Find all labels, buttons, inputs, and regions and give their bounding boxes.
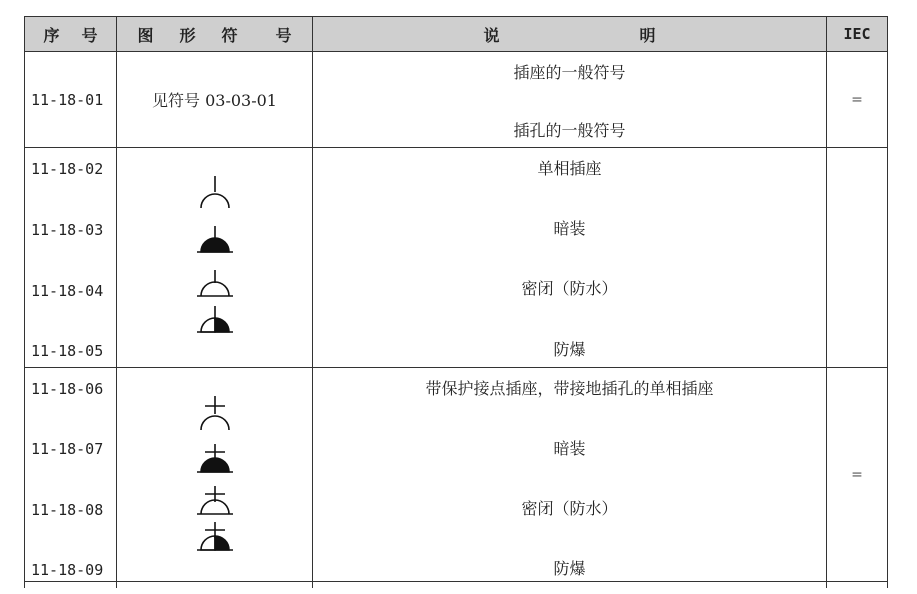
cutoff-cell [117,582,313,589]
symbol-table [24,16,888,588]
header-symbol-char-2: 形 [179,25,196,45]
header-graphic-symbol [117,17,313,52]
table-header-row [25,17,888,52]
socket-earthed-sealed-icon [197,486,233,514]
serial-number: 11-18-04 [31,282,104,300]
serial-number: 11-18-09 [31,561,104,579]
socket-symbols-drawing [117,148,313,368]
description-text: 单相插座 [537,159,602,178]
description-text: 插座的一般符号 [513,63,626,82]
header-serial-char-2: 号 [81,25,98,45]
socket-earthed-concealed-icon [197,444,233,472]
iec-equivalence [827,148,888,368]
serial-number-cell [25,52,117,148]
header-serial-char-1: 序 [43,25,60,45]
table-row [25,52,888,148]
serial-number: 11-18-05 [31,342,104,360]
header-symbol-char-4: 号 [275,25,292,45]
symbol-cell [117,368,313,582]
table-row [25,368,888,582]
socket-earthed-icon [201,396,229,430]
description-cell [313,148,827,368]
description-text: 带保护接点插座，带接地插孔的单相插座 [425,379,714,398]
header-symbol-char-1: 图 [137,25,154,45]
header-serial-number [25,17,117,52]
serial-number: 11-18-07 [31,440,104,458]
serial-number-cell [25,368,117,582]
table-row [25,148,888,368]
header-description [313,17,827,52]
serial-number: 11-18-01 [31,91,104,109]
description-cell [313,368,827,582]
serial-number: 11-18-08 [31,501,104,519]
description-text: 防爆 [553,559,586,578]
cutoff-cell [25,582,117,589]
header-iec: IEC [827,17,888,52]
serial-number: 11-18-06 [31,380,104,398]
serial-number-cell [25,148,117,368]
symbol-cell [117,148,313,368]
serial-number: 11-18-03 [31,221,104,239]
description-text: 密闭（防水） [521,279,618,298]
table-row-cutoff [25,582,888,589]
socket-concealed-icon [197,226,233,252]
serial-number: 11-18-02 [31,160,104,178]
description-text: 防爆 [553,340,586,359]
earthed-socket-symbols-drawing [117,368,313,582]
socket-single-phase-icon [201,176,229,208]
cutoff-cell [313,582,827,589]
socket-explosion-proof-icon [197,306,233,332]
socket-earthed-explosion-proof-icon [197,522,233,550]
symbol-reference: 见符号 03-03-01 [152,91,277,110]
description-text: 插孔的一般符号 [513,121,626,140]
cutoff-cell [827,582,888,589]
iec-equivalence: = [827,368,888,582]
header-desc-char-2: 明 [639,25,656,45]
description-text: 密闭（防水） [521,499,618,518]
socket-sealed-icon [197,270,233,296]
description-text: 暗装 [553,439,586,458]
description-cell [313,52,827,148]
header-desc-char-1: 说 [483,25,500,45]
iec-equivalence: = [827,52,888,148]
symbol-table-sheet [24,16,887,588]
header-symbol-char-3: 符 [221,25,238,45]
symbol-cell [117,52,313,148]
description-text: 暗装 [553,219,586,238]
